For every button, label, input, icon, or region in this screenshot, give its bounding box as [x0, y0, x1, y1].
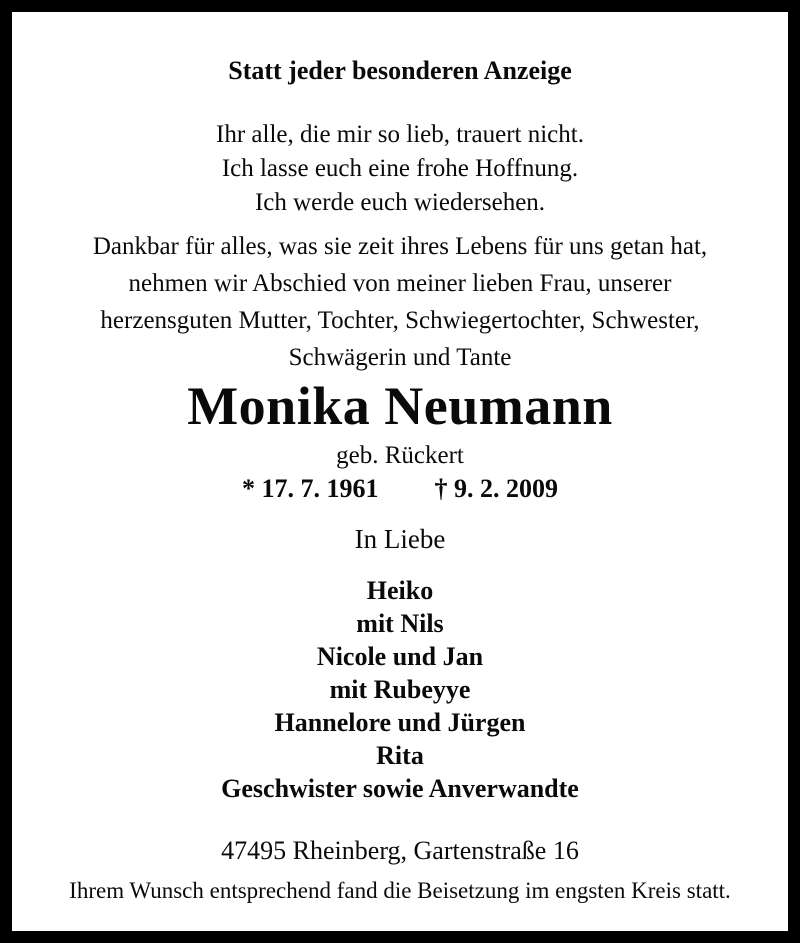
intro-line: nehmen wir Abschied von meiner lieben Frau, unserer	[128, 270, 672, 297]
maiden-name: geb. Rückert	[336, 442, 464, 469]
intro-paragraph	[12, 228, 788, 376]
intro-line: Schwägerin und Tante	[288, 344, 512, 371]
mourner-line: Nicole und Jan	[316, 642, 484, 671]
verse-line: Ich werde euch wiedersehen.	[254, 189, 546, 216]
mourner-line: Rita	[376, 741, 424, 770]
death-date: † 9. 2. 2009	[434, 474, 558, 503]
deceased-name: Monika Neumann	[187, 376, 613, 436]
mourner-line: Heiko	[366, 576, 434, 605]
preamble-text: Statt jeder besonderen Anzeige	[228, 56, 572, 85]
intro-line: Dankbar für alles, was sie zeit ihres Lebens für uns getan hat,	[92, 233, 708, 260]
verse-line: Ihr alle, die mir so lieb, trauert nicht.	[216, 121, 584, 148]
verse-line: Ich lasse euch eine frohe Hoffnung.	[221, 155, 579, 182]
birth-date: * 17. 7. 1961	[242, 474, 379, 503]
closing-text: In Liebe	[354, 524, 446, 554]
memorial-verse	[12, 118, 788, 220]
mourner-line: mit Nils	[356, 609, 444, 638]
mourner-line: Geschwister sowie Anverwandte	[221, 774, 579, 803]
address-text: 47495 Rheinberg, Gartenstraße 16	[221, 836, 579, 865]
mourner-line: mit Rubeyye	[329, 675, 471, 704]
mourner-line: Hannelore und Jürgen	[274, 708, 526, 737]
life-dates	[12, 474, 788, 504]
intro-line: herzensguten Mutter, Tochter, Schwiegertochter, Schwester,	[100, 307, 700, 334]
footer-text: Ihrem Wunsch entsprechend fand die Beisetzung im engsten Kreis statt.	[69, 878, 731, 903]
mourners-list	[12, 574, 788, 805]
